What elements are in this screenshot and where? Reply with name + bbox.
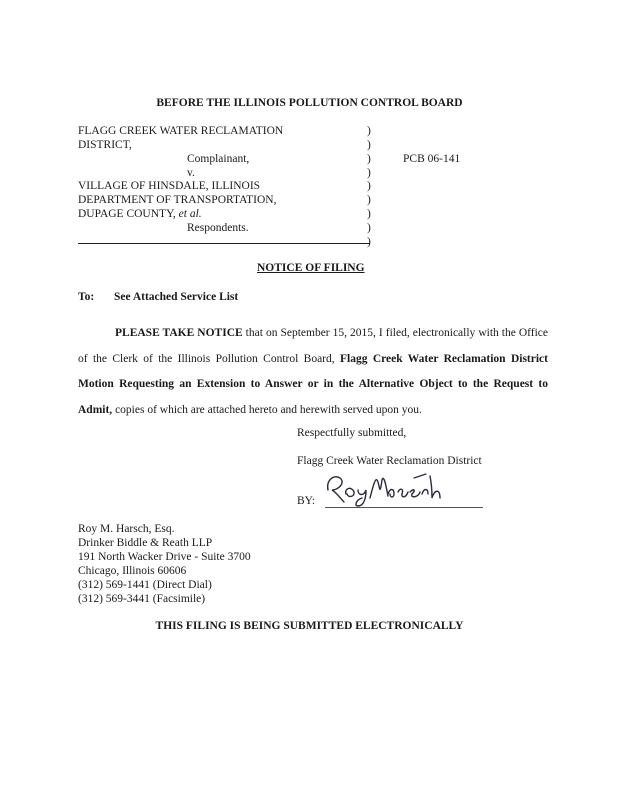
caption-underline [78,243,370,244]
caption-paren: ) [367,208,371,220]
caption-paren: ) [367,125,371,137]
caption-paren: ) [367,139,371,151]
caption-paren: ) [367,153,371,165]
notice-text-2: copies of which are attached hereto and herewith served upon you. [112,403,422,416]
signature-line [325,507,483,508]
respondent-name-line-1: VILLAGE OF HINSDALE, ILLINOIS [78,180,261,192]
respondent-county: DUPAGE COUNTY, [78,208,176,220]
notice-body-paragraph [78,321,548,423]
closing: Respectfully submitted, [297,427,407,439]
attorney-phone: (312) 569-1441 (Direct Dial) [78,579,212,591]
complainant-name-line-2: DISTRICT, [78,139,132,151]
respondent-name-line-3 [78,207,202,222]
attorney-name: Roy M. Harsch, Esq. [78,523,175,535]
complainant-role: Complainant, [187,153,250,165]
notice-heading: NOTICE OF FILING [257,262,365,274]
to-value: See Attached Service List [114,291,239,303]
caption-paren: ) [367,236,371,248]
complainant-name-line-1: FLAGG CREEK WATER RECLAMATION [78,125,284,137]
caption-paren: ) [367,222,371,234]
caption-paren: ) [367,167,371,179]
versus-label: v. [187,167,195,179]
respondent-name-line-2: DEPARTMENT OF TRANSPORTATION, [78,194,277,206]
attorney-fax: (312) 569-3441 (Facsimile) [78,593,206,605]
caption-paren: ) [367,180,371,192]
signature-image [322,468,452,508]
attorney-firm: Drinker Biddle & Reath LLP [78,537,213,549]
electronic-filing-note: THIS FILING IS BEING SUBMITTED ELECTRONICALLY [155,620,464,632]
respondent-etal: et al. [178,208,202,220]
caption-paren: ) [367,194,371,206]
by-label: BY: [297,495,316,507]
to-label: To: [78,291,95,303]
notice-lead: PLEASE TAKE NOTICE [115,327,243,339]
case-number: PCB 06-141 [403,153,461,165]
attorney-address-line-2: Chicago, Illinois 60606 [78,565,187,577]
signing-party: Flagg Creek Water Reclamation District [297,455,482,467]
notice-text-1: that on September 15, 2015, I filed, electronically with the Office of the Clerk of the Illinois Pollution Control Board, [78,327,548,365]
respondent-role: Respondents. [187,222,249,234]
attorney-address-line-1: 191 North Wacker Drive - Suite 3700 [78,551,251,563]
notice-document-title: Flagg Creek Water Reclamation District Motion Requesting an Extension to Answer or in the Alternative Object to the Request to Admit, [78,352,548,416]
document-title: BEFORE THE ILLINOIS POLLUTION CONTROL BOARD [156,97,463,109]
